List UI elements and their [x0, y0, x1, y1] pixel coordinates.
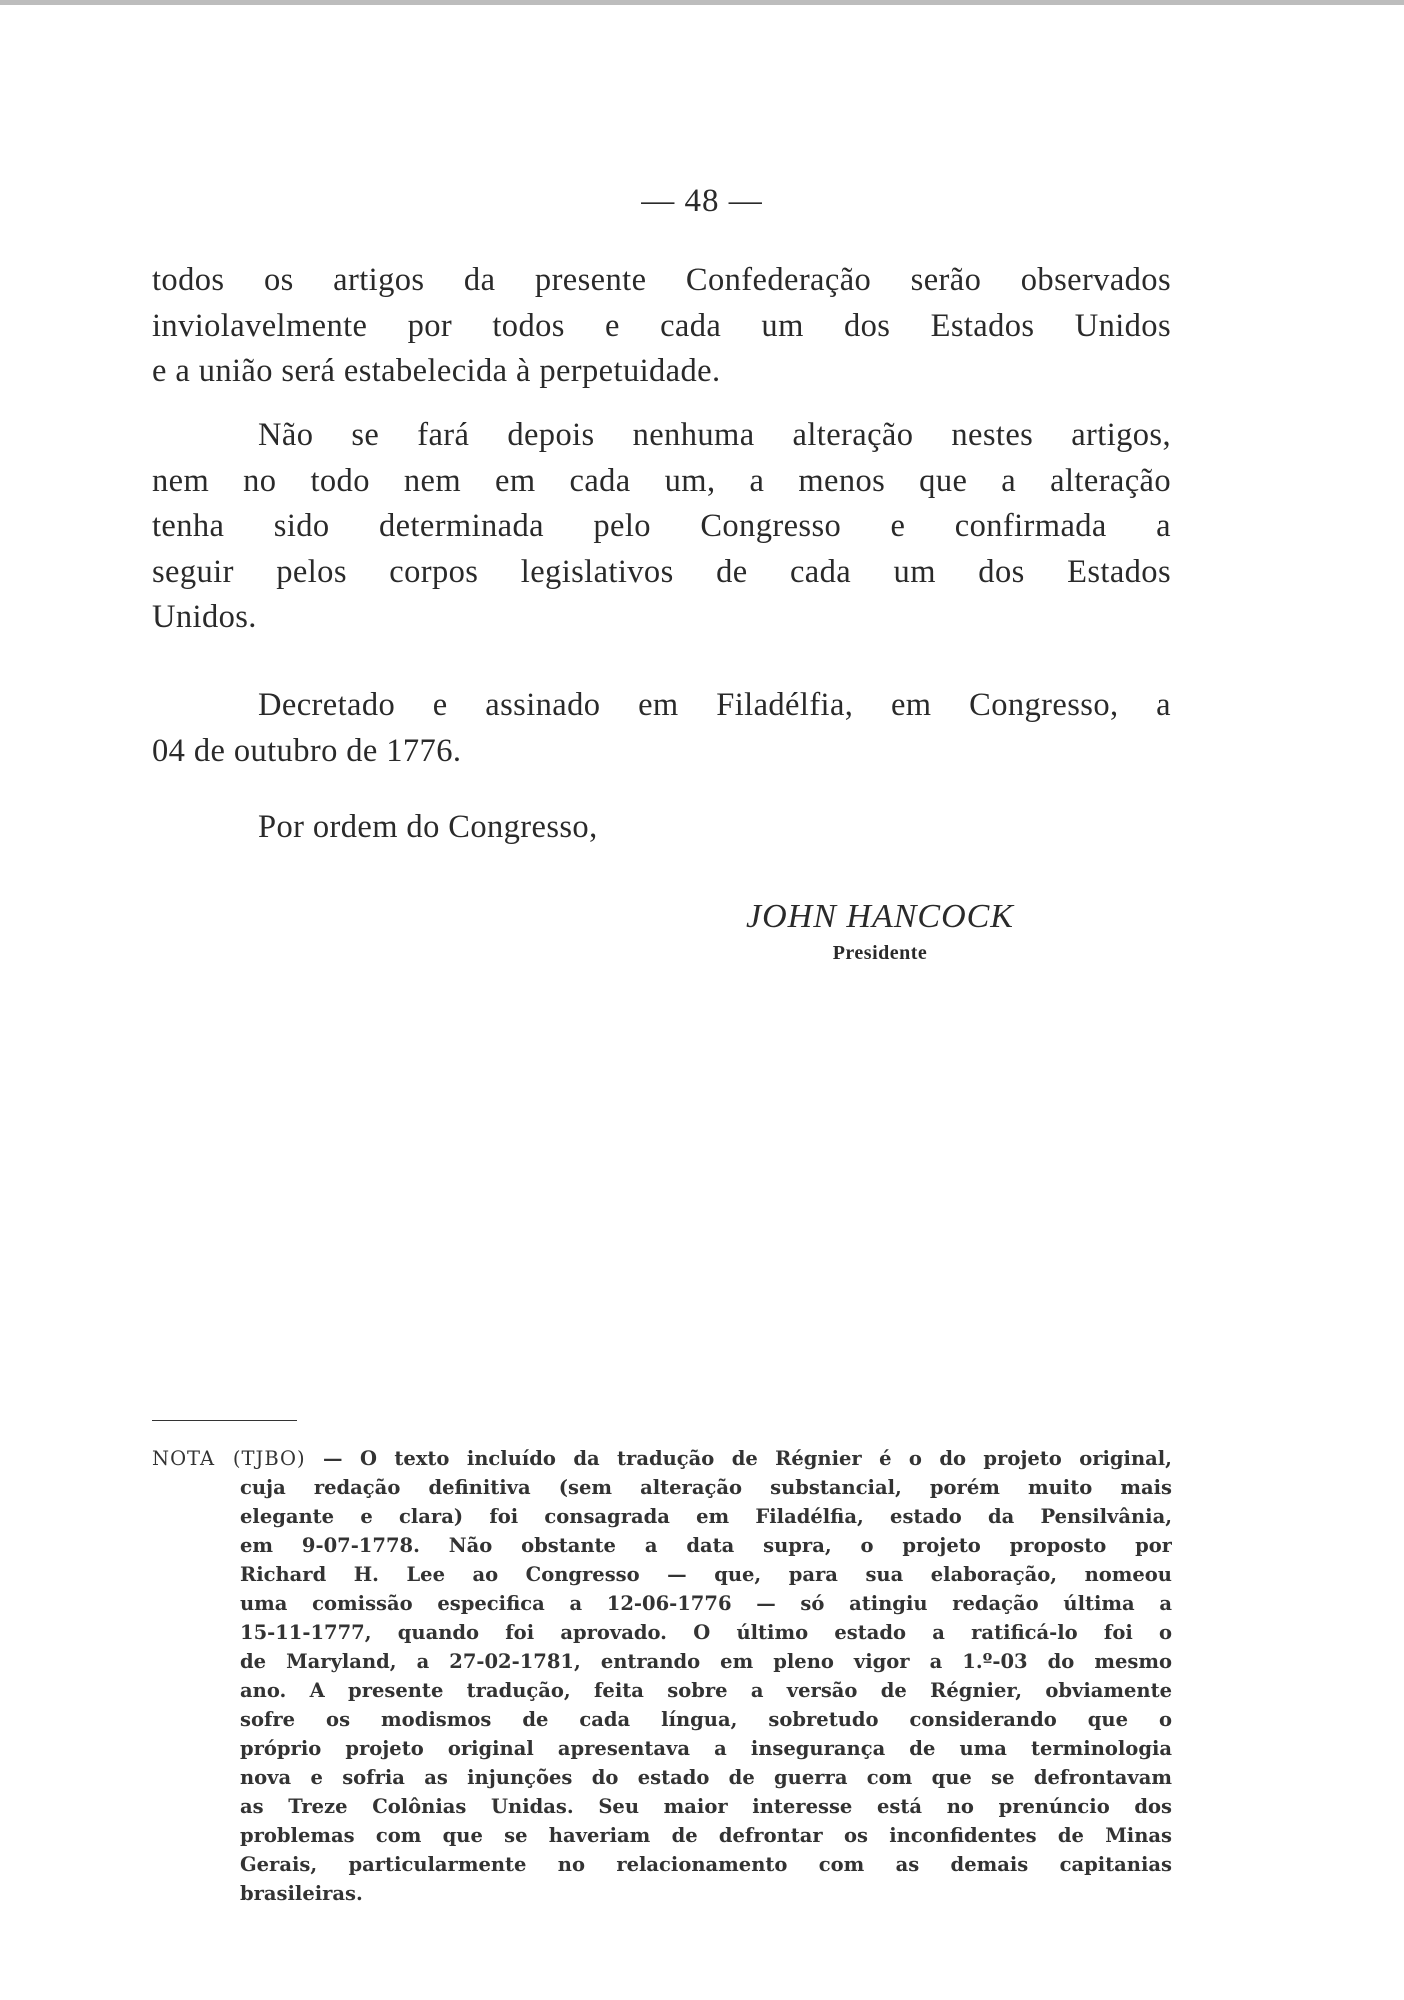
paragraph-amendments	[152, 413, 1171, 641]
footnote-line: problemas com que se haveriam de defrontar os inconfidentes de Minas	[240, 1824, 1172, 1847]
page-number: — 48 —	[641, 183, 763, 219]
scan-top-edge	[0, 0, 1404, 5]
footnote-line: uma comissão especifica a 12-06-1776 — só atingiu redação última a	[240, 1592, 1172, 1615]
footnote-line: em 9-07-1778. Não obstante a data supra, o projeto proposto por	[240, 1534, 1172, 1557]
footnote-line: de Maryland, a 27-02-1781, entrando em pleno vigor a 1.º-03 do mesmo	[240, 1650, 1172, 1673]
footnote	[152, 1444, 1172, 1908]
text-line: seguir pelos corpos legislativos de cada um dos Estados	[152, 553, 1171, 590]
text-line: Não se fará depois nenhuma alteração nestes artigos,	[258, 417, 1171, 453]
footnote-line: Gerais, particularmente no relacionamento com as demais capitanias	[240, 1853, 1172, 1876]
footnote-text: — O texto incluído da tradução de Régnier é o do projeto original,	[323, 1447, 1172, 1470]
footnote-label: NOTA (TJBO)	[152, 1447, 306, 1470]
footnote-line: Richard H. Lee ao Congresso — que, para sua elaboração, nomeou	[240, 1563, 1172, 1586]
footnote-line: elegante e clara) foi consagrada em Filadélfia, estado da Pensilvânia,	[240, 1505, 1172, 1528]
footnote-line: as Treze Colônias Unidas. Seu maior interesse está no prenúncio dos	[240, 1795, 1172, 1818]
text-line: inviolavelmente por todos e cada um dos Estados Unidos	[152, 307, 1171, 344]
paragraph-order	[152, 805, 1171, 851]
text-line: Por ordem do Congresso,	[258, 809, 598, 845]
text-line: 04 de outubro de 1776.	[152, 732, 462, 769]
footnote-first-line	[152, 1444, 1172, 1473]
text-line: todos os artigos da presente Confederação serão observados	[152, 262, 1171, 298]
footnote-line: brasileiras.	[240, 1882, 363, 1905]
paragraph-closing-articles	[152, 258, 1171, 395]
footnote-line: ano. A presente tradução, feita sobre a versão de Régnier, obviamente	[240, 1679, 1172, 1702]
footnote-line: cuja redação definitiva (sem alteração substancial, porém muito mais	[240, 1476, 1172, 1499]
text-line: tenha sido determinada pelo Congresso e confirmada a	[152, 508, 1171, 544]
text-line: Decretado e assinado em Filadélfia, em Congresso, a	[258, 687, 1171, 723]
footnote-line: sofre os modismos de cada língua, sobretudo considerando que o	[240, 1708, 1172, 1731]
text-line: Unidos.	[152, 599, 257, 635]
signatory-name: JOHN HANCOCK	[746, 898, 1014, 935]
signatory-title: Presidente	[832, 942, 928, 964]
paragraph-decree	[152, 683, 1171, 774]
footnote-divider	[152, 1420, 297, 1421]
footnote-line: nova e sofria as injunções do estado de guerra com que se defrontavam	[240, 1766, 1172, 1789]
footnote-line: próprio projeto original apresentava a insegurança de uma terminologia	[240, 1737, 1172, 1760]
footnote-line: 15-11-1777, quando foi aprovado. O último estado a ratificá-lo foi o	[240, 1621, 1172, 1644]
text-line: e a união será estabelecida à perpetuidade.	[152, 353, 721, 389]
text-line: nem no todo nem em cada um, a menos que a alteração	[152, 462, 1171, 499]
